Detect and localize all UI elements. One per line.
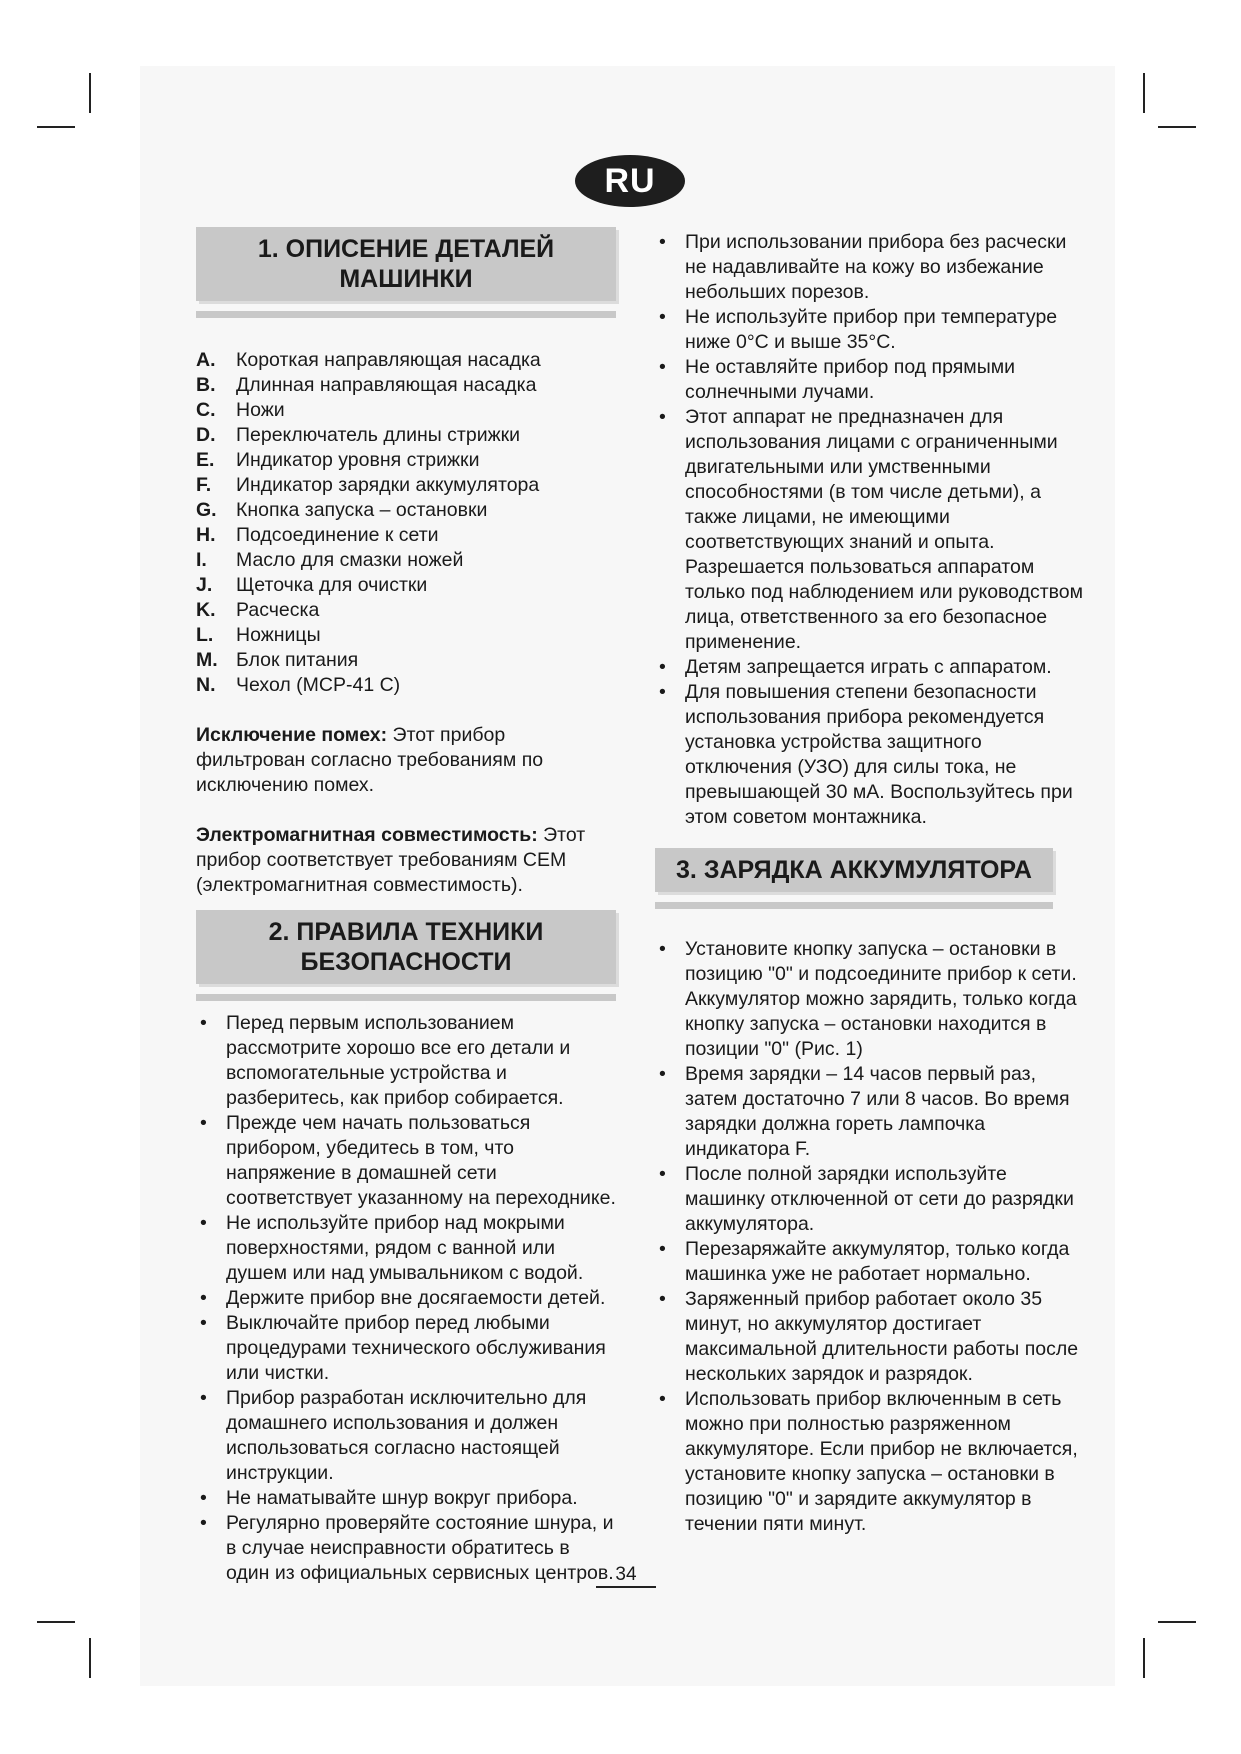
interference-text: Этот прибор фильтрован согласно требованиям по исключению помех. — [196, 724, 544, 796]
safety-list-continued — [655, 230, 1085, 830]
crop-mark — [1143, 73, 1145, 113]
list-item — [196, 348, 616, 373]
part-key: D. — [196, 424, 216, 446]
list-item: • Прибор разработан исключительно для домашнего использования и должен использоваться согласно настоящей инструкции. — [196, 1386, 616, 1486]
part-label: Ножи — [236, 399, 285, 421]
right-column — [655, 230, 1085, 1537]
crop-mark — [1158, 1621, 1196, 1623]
part-key: F. — [196, 474, 212, 496]
part-label: Расческа — [236, 599, 320, 621]
interference-label: Исключение помех: — [196, 724, 388, 746]
section-divider — [196, 311, 616, 318]
list-item: • Для повышения степени безопасности использования прибора рекомендуется установка устройства защитного отключения (УЗО) для силы тока, не превышающей 30 мА. Воспользуйтесь при этом советом монтажника. — [655, 680, 1085, 830]
charging-list — [655, 937, 1085, 1537]
part-key: M. — [196, 649, 218, 671]
part-key: J. — [196, 574, 213, 596]
list-item — [196, 623, 616, 648]
list-item: • Заряженный прибор работает около 35 минут, но аккумулятор достигает максимальной длительности работы после нескольких зарядок и разрядок. — [655, 1287, 1085, 1387]
part-label: Масло для смазки ножей — [236, 549, 464, 571]
list-item: • Регулярно проверяйте состояние шнура, и в случае неисправности обратитесь в один из официальных сервисных центров. — [196, 1511, 616, 1586]
list-item: • Не наматывайте шнур вокруг прибора. — [196, 1486, 616, 1511]
safety-list — [196, 1011, 616, 1586]
list-item — [196, 448, 616, 473]
section3 — [655, 848, 1085, 1537]
parts-list — [196, 348, 616, 698]
section2-title-line2: БЕЗОПАСНОСТИ — [300, 948, 512, 976]
section-divider — [655, 902, 1053, 909]
part-label: Короткая направляющая насадка — [236, 349, 541, 371]
list-item: • Держите прибор вне досягаемости детей. — [196, 1286, 616, 1311]
section2 — [196, 910, 616, 1586]
left-column — [196, 227, 616, 1586]
part-label: Чехол (MCP-41 C) — [236, 674, 401, 696]
emc-label: Электромагнитная совместимость: — [196, 824, 538, 846]
list-item — [196, 473, 616, 498]
section2-title-line1: 2. ПРАВИЛА ТЕХНИКИ — [268, 918, 544, 946]
list-item — [196, 373, 616, 398]
list-item — [196, 523, 616, 548]
list-item: • Детям запрещается играть с аппаратом. — [655, 655, 1085, 680]
part-label: Индикатор уровня стрижки — [236, 449, 480, 471]
part-label: Длинная направляющая насадка — [236, 374, 537, 396]
list-item — [196, 648, 616, 673]
interference-paragraph — [196, 723, 616, 798]
section1-title: 1. ОПИСЕНИЕ ДЕТАЛЕЙ МАШИНКИ — [196, 227, 616, 301]
part-key: L. — [196, 624, 214, 646]
list-item: • Прежде чем начать пользоваться прибором, убедитесь в том, что напряжение в домашней сети соответствует указанному на переходнике. — [196, 1111, 616, 1211]
part-key: K. — [196, 599, 216, 621]
crop-mark — [89, 73, 91, 113]
list-item: • Не используйте прибор над мокрыми поверхностями, рядом с ванной или душем или над умывальником с водой. — [196, 1211, 616, 1286]
crop-mark — [89, 1638, 91, 1678]
part-label: Индикатор зарядки аккумулятора — [236, 474, 540, 496]
section-divider — [196, 994, 616, 1001]
list-item: • Этот аппарат не предназначен для использования лицами с ограниченными двигательными или умственными способностями (в том числе детьми), а также лицами, не имеющими соответствующих знаний и опыта. Разрешается пользоваться аппаратом только под наблюдением или руководством лица, ответственного за его безопасное применение. — [655, 405, 1085, 655]
list-item: • После полной зарядки используйте машинку отключенной от сети до разрядки аккумулятора. — [655, 1162, 1085, 1237]
list-item — [196, 573, 616, 598]
part-key: B. — [196, 374, 216, 396]
list-item — [196, 673, 616, 698]
language-badge: RU — [575, 155, 685, 207]
list-item: • Выключайте прибор перед любыми процедурами технического обслуживания или чистки. — [196, 1311, 616, 1386]
part-key: A. — [196, 349, 216, 371]
part-key: N. — [196, 674, 216, 696]
part-label: Кнопка запуска – остановки — [236, 499, 488, 521]
list-item: • Перед первым использованием рассмотрите хорошо все его детали и вспомогательные устройства и разберитесь, как прибор собирается. — [196, 1011, 616, 1111]
list-item: • Не оставляйте прибор под прямыми солнечными лучами. — [655, 355, 1085, 405]
crop-mark — [1158, 126, 1196, 128]
list-item — [196, 498, 616, 523]
list-item — [196, 598, 616, 623]
part-key: E. — [196, 449, 215, 471]
crop-mark — [37, 1621, 75, 1623]
list-item: • Не используйте прибор при температуре ниже 0°C и выше 35°C. — [655, 305, 1085, 355]
list-item — [196, 548, 616, 573]
list-item: • Время зарядки – 14 часов первый раз, затем достаточно 7 или 8 часов. Во время зарядки должна гореть лампочка индикатора F. — [655, 1062, 1085, 1162]
part-label: Переключатель длины стрижки — [236, 424, 521, 446]
section3-title: 3. ЗАРЯДКА АККУМУЛЯТОРА — [655, 848, 1053, 892]
emc-paragraph — [196, 823, 616, 898]
part-key: I. — [196, 549, 207, 571]
list-item: • Перезаряжайте аккумулятор, только когда машинка уже не работает нормально. — [655, 1237, 1085, 1287]
part-label: Блок питания — [236, 649, 359, 671]
emc-text: Этот прибор соответствует требованиям CEM (электромагнитная совместимость). — [196, 824, 586, 896]
crop-mark — [1143, 1638, 1145, 1678]
list-item — [196, 423, 616, 448]
crop-mark — [37, 126, 75, 128]
part-key: C. — [196, 399, 216, 421]
list-item: • Установите кнопку запуска – остановки в позицию "0" и подсоедините прибор к сети. Аккумулятор можно зарядить, только когда кнопку запуска – остановки находится в позиции "0" (Рис. 1) — [655, 937, 1085, 1062]
part-label: Щеточка для очистки — [236, 574, 428, 596]
section2-title — [196, 910, 616, 984]
part-key: G. — [196, 499, 217, 521]
part-key: H. — [196, 524, 216, 546]
part-label: Ножницы — [236, 624, 321, 646]
section1 — [196, 227, 616, 898]
list-item — [196, 398, 616, 423]
part-label: Подсоединение к сети — [236, 524, 439, 546]
list-item: • Использовать прибор включенным в сеть можно при полностью разряженном аккумуляторе. Если прибор не включается, установите кнопку запуска – остановки в позицию "0" и зарядите аккумулятор в течении пяти минут. — [655, 1387, 1085, 1537]
page-number: 34 — [596, 1564, 656, 1588]
list-item: • При использовании прибора без расчески не надавливайте на кожу во избежание небольших порезов. — [655, 230, 1085, 305]
